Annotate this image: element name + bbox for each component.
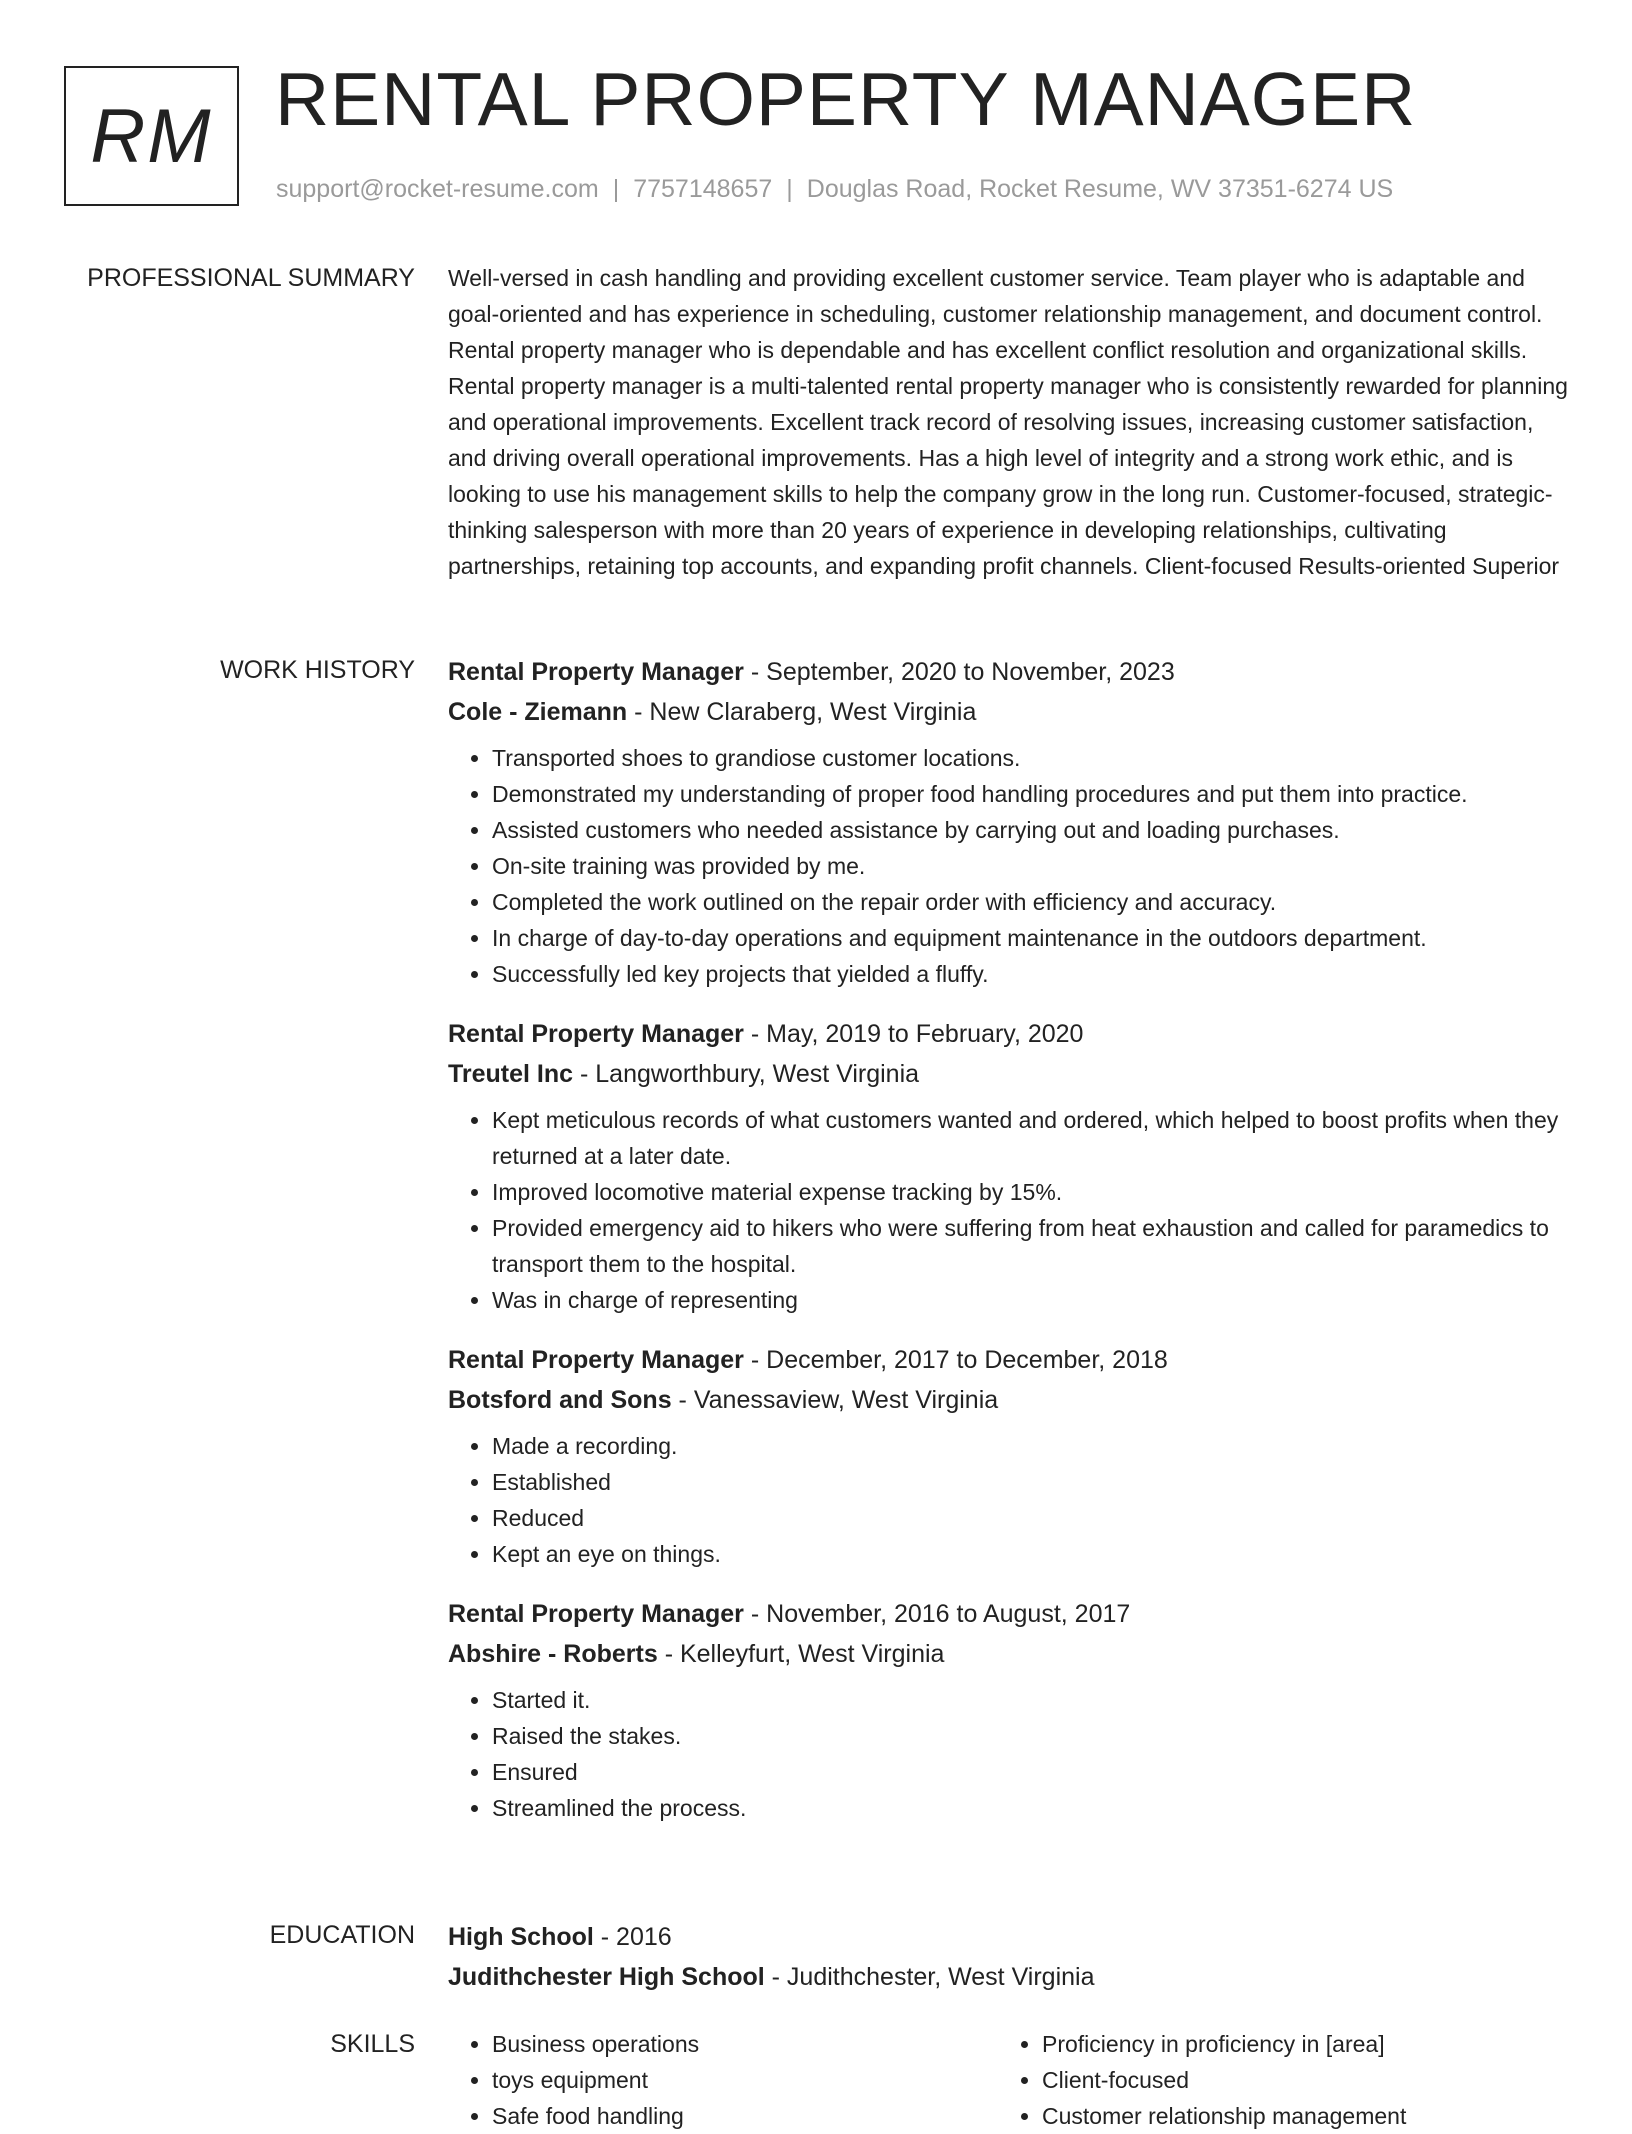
- bullet-item: • Reduced: [492, 1500, 1573, 1536]
- job-company: Treutel Inc: [448, 1060, 574, 1088]
- education-degree-line: [448, 1917, 1573, 1957]
- job-dates: - December, 2017 to December, 2018: [743, 1346, 1168, 1374]
- job-company-line: [448, 692, 1573, 732]
- skills-column-left: [448, 2026, 998, 2134]
- contact-email[interactable]: support@rocket-resume.com: [276, 175, 599, 203]
- education-degree: High School: [448, 1923, 594, 1951]
- education-school-line: [448, 1957, 1573, 1997]
- job-title: Rental Property Manager: [448, 1346, 744, 1374]
- bullet-item: • Started it.: [492, 1682, 1573, 1718]
- job-entry: [448, 1014, 1573, 1318]
- section-label: PROFESSIONAL SUMMARY: [87, 264, 415, 292]
- bullet-item: • Was in charge of representing: [492, 1282, 1573, 1318]
- skill-item: • Business operations: [492, 2026, 998, 2062]
- job-company-line: [448, 1054, 1573, 1094]
- job-location: - Vanessaview, West Virginia: [671, 1386, 999, 1414]
- skills-column-right: [998, 2026, 1548, 2134]
- bullet-item: • Made a recording.: [492, 1428, 1573, 1464]
- section-label: SKILLS: [330, 2030, 415, 2058]
- bullet-item: • Successfully led key projects that yielded a fluffy.: [492, 956, 1573, 992]
- job-title: Rental Property Manager: [448, 1600, 744, 1628]
- skill-item: • Client-focused: [1042, 2062, 1548, 2098]
- bullet-item: • Ensured: [492, 1754, 1573, 1790]
- job-location: - Langworthbury, West Virginia: [573, 1060, 920, 1088]
- job-dates: - November, 2016 to August, 2017: [743, 1600, 1131, 1628]
- bullet-item: • Kept an eye on things.: [492, 1536, 1573, 1572]
- job-company: Abshire - Roberts: [448, 1640, 658, 1668]
- contact-line: [276, 175, 1393, 204]
- job-company: Cole - Ziemann: [448, 698, 628, 726]
- skill-item: • Customer relationship management: [1042, 2098, 1548, 2134]
- bullet-item: • Kept meticulous records of what customers wanted and ordered, which helped to boost profits when they returned at a later date.: [492, 1102, 1573, 1174]
- bullet-item: • Completed the work outlined on the repair order with efficiency and accuracy.: [492, 884, 1573, 920]
- education-location: - Judithchester, West Virginia: [764, 1963, 1095, 1991]
- skill-item: • Safe food handling: [492, 2098, 998, 2134]
- bullet-item: • Improved locomotive material expense tracking by 15%.: [492, 1174, 1573, 1210]
- job-dates: - September, 2020 to November, 2023: [743, 658, 1175, 686]
- monogram-initials: RM: [90, 93, 213, 179]
- education-year: - 2016: [593, 1923, 672, 1951]
- summary-text: Well-versed in cash handling and providing excellent customer service. Team player who is adaptable and goal-oriented and has experience in scheduling, customer relationship management, and document control. Rental property manager who is dependable and has excellent conflict resolution and organizational skills. Rental property manager is a multi-talented rental property manager who is consistently rewarded for planning and operational improvements. Excellent track record of resolving issues, increasing customer satisfaction, and driving overall operational improvements. Has a high level of integrity and a strong work ethic, and is looking to use his management skills to help the company grow in the long run. Customer-focused, strategic-thinking salesperson with more than 20 years of experience in developing relationships, cultivating partnerships, retaining top accounts, and expanding profit channels. Client-focused Results-oriented Superior: [448, 265, 1568, 579]
- bullet-item: • Raised the stakes.: [492, 1718, 1573, 1754]
- bullet-item: • In charge of day-to-day operations and equipment maintenance in the outdoors department.: [492, 920, 1573, 956]
- job-title-line: [448, 1594, 1573, 1634]
- job-title: Rental Property Manager: [448, 658, 744, 686]
- skill-item: • toys equipment: [492, 2062, 998, 2098]
- contact-separator: |: [786, 175, 793, 203]
- job-bullets: [448, 1428, 1573, 1572]
- bullet-item: • Streamlined the process.: [492, 1790, 1573, 1826]
- job-entry: [448, 1594, 1573, 1826]
- job-bullets: [448, 1102, 1573, 1318]
- resume-title: RENTAL PROPERTY MANAGER: [275, 57, 1417, 141]
- job-location: - Kelleyfurt, West Virginia: [657, 1640, 945, 1668]
- bullet-item: • Assisted customers who needed assistance by carrying out and loading purchases.: [492, 812, 1573, 848]
- bullet-item: • On-site training was provided by me.: [492, 848, 1573, 884]
- bullet-item: • Provided emergency aid to hikers who were suffering from heat exhaustion and called for paramedics to transport them to the hospital.: [492, 1210, 1573, 1282]
- section-body: [448, 260, 1573, 584]
- monogram-box: [64, 66, 239, 206]
- job-bullets: [448, 740, 1573, 992]
- education-school: Judithchester High School: [448, 1963, 765, 1991]
- job-company-line: [448, 1634, 1573, 1674]
- skill-item: • Proficiency in proficiency in [area]: [1042, 2026, 1548, 2062]
- job-title: Rental Property Manager: [448, 1020, 744, 1048]
- job-dates: - May, 2019 to February, 2020: [743, 1020, 1084, 1048]
- section-body: [448, 1917, 1573, 1997]
- job-title-line: [448, 652, 1573, 692]
- job-title-line: [448, 1014, 1573, 1054]
- job-title-line: [448, 1340, 1573, 1380]
- bullet-item: • Established: [492, 1464, 1573, 1500]
- job-bullets: [448, 1682, 1573, 1826]
- job-entry: [448, 652, 1573, 992]
- skills-grid: [448, 2026, 1573, 2134]
- bullet-item: • Demonstrated my understanding of proper food handling procedures and put them into practice.: [492, 776, 1573, 812]
- contact-separator: |: [612, 175, 620, 203]
- section-body: [448, 652, 1573, 1848]
- job-entry: [448, 1340, 1573, 1572]
- job-location: - New Claraberg, West Virginia: [627, 698, 977, 726]
- bullet-item: • Transported shoes to grandiose customer locations.: [492, 740, 1573, 776]
- job-company: Botsford and Sons: [448, 1386, 672, 1414]
- job-company-line: [448, 1380, 1573, 1420]
- contact-address: Douglas Road, Rocket Resume, WV 37351-6274 US: [806, 175, 1394, 203]
- section-label: WORK HISTORY: [220, 656, 415, 684]
- section-label: EDUCATION: [269, 1921, 415, 1949]
- contact-phone[interactable]: 7757148657: [633, 175, 773, 203]
